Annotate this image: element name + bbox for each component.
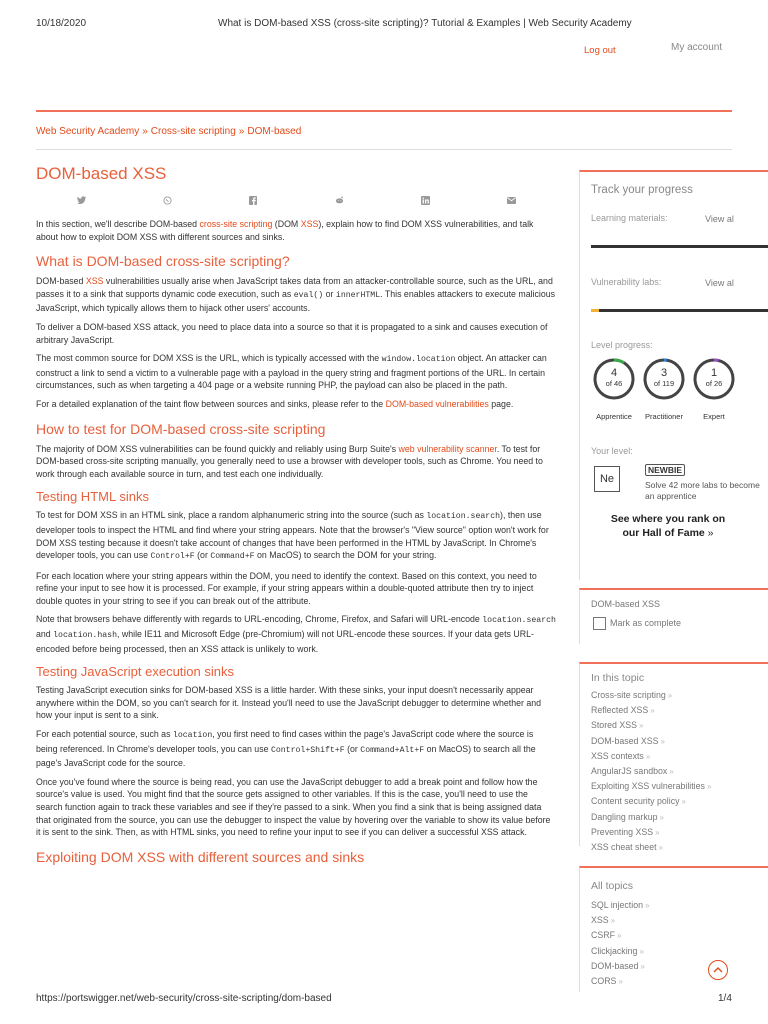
all-topic-label: CORS xyxy=(591,976,617,987)
code-innerhtml: innerHTML xyxy=(335,290,381,300)
breadcrumb-sep: » xyxy=(142,126,148,137)
level-hint: Solve 42 more labs to become an apprentice xyxy=(645,480,760,501)
chevron-right-icon: » xyxy=(669,767,674,777)
what-paragraph-2: To deliver a DOM-based XSS attack, you need to place data into a source so that it is propagated to a sink and causes execution of arbitrary JavaScript. xyxy=(36,321,548,345)
all-topic-link[interactable] xyxy=(591,944,649,959)
link-dom-based-vulnerabilities[interactable]: DOM-based vulnerabilities xyxy=(385,398,489,409)
code-eval: eval() xyxy=(293,290,324,300)
code-location-search: location.search xyxy=(426,512,501,522)
ring-apprentice-count: 4 xyxy=(610,367,618,379)
reddit-icon[interactable] xyxy=(333,196,347,207)
text: For a detailed explanation of the taint flow between sources and sinks, please refer to the xyxy=(36,398,386,409)
level-badge-text: Ne xyxy=(599,473,615,485)
page-title: DOM-based XSS xyxy=(36,164,167,183)
topic-link-label: AngularJS sandbox xyxy=(591,766,668,777)
heading-what-is: What is DOM-based cross-site scripting? xyxy=(36,253,290,270)
all-topic-link[interactable] xyxy=(591,898,649,913)
print-title: What is DOM-based XSS (cross-site scripting)? Tutorial & Examples | Web Security Academy xyxy=(218,18,632,29)
all-topic-link[interactable] xyxy=(591,913,649,928)
text: The majority of DOM XSS vulnerabilities can be found quickly and reliably using Burp Suite's xyxy=(36,443,399,454)
learning-progress-bar xyxy=(591,245,768,248)
topic-link-label: Preventing XSS xyxy=(591,826,654,837)
topic-link[interactable] xyxy=(591,779,711,794)
html-paragraph-2: For each location where your string appears within the DOM, you need to identify the context. Based on this context, you need to refine your input to see how it is processed. For example, if your string appears within a double-quoted attribute then try to inject double quotes in your string to see if you can break out of the attribute. xyxy=(36,570,537,606)
chevron-right-icon: » xyxy=(660,736,665,746)
labs-label: Vulnerability labs: xyxy=(591,277,662,287)
what-paragraph-4 xyxy=(36,398,556,411)
all-topic-label: Clickjacking xyxy=(591,945,638,956)
whatsapp-icon[interactable] xyxy=(160,196,174,207)
topic-link[interactable] xyxy=(591,794,711,809)
heading-testing-js-sinks: Testing JavaScript execution sinks xyxy=(36,664,234,680)
chevron-right-icon: » xyxy=(638,721,644,731)
topic-link-label: Reflected XSS xyxy=(591,705,649,716)
chevron-up-icon xyxy=(713,966,723,974)
topic-link[interactable] xyxy=(591,734,711,749)
ring-practitioner-label: Practitioner xyxy=(645,412,683,421)
link-xss[interactable]: XSS xyxy=(300,219,319,229)
all-topic-label: DOM-based xyxy=(591,960,639,971)
all-topic-link[interactable] xyxy=(591,974,649,989)
topic-link[interactable] xyxy=(591,810,711,825)
breadcrumb-xss[interactable]: Cross-site scripting xyxy=(150,126,236,137)
link-cross-site-scripting[interactable]: cross-site scripting xyxy=(199,219,273,229)
chevron-right-icon: » xyxy=(616,931,622,941)
hall-of-fame-text: See where you rank on our Hall of Fame xyxy=(610,513,726,539)
chevron-right-icon: » xyxy=(706,782,712,792)
topic-link-label: XSS contexts xyxy=(591,750,644,761)
text: page. xyxy=(488,398,514,409)
code-control-shift-f: Control+Shift+F xyxy=(270,745,345,755)
chevron-right-icon: » xyxy=(640,961,645,971)
chevron-right-icon: » xyxy=(610,916,616,926)
html-paragraph-1 xyxy=(36,509,556,563)
all-topics-list xyxy=(591,898,649,989)
text: object. An attacker can construct a link to send a victim to a vulnerable page with a payload in the query string and fragment portions of the URL. In certain circumstances, such as when targeting a 404 page or a website running PHP, the payload can also be placed in the path. xyxy=(36,353,547,391)
linkedin-icon[interactable] xyxy=(419,196,433,207)
text: In this section, we'll describe DOM-based xyxy=(36,219,200,229)
topic-link[interactable] xyxy=(591,749,711,764)
twitter-icon[interactable] xyxy=(74,196,88,207)
your-level-label: Your level: xyxy=(591,446,633,456)
topic-link[interactable] xyxy=(591,718,711,733)
share-bar xyxy=(74,196,519,207)
text: Note that browsers behave differently with regards to URL-encoding, Chrome, Firefox, and Safari will URL-encode xyxy=(36,614,483,625)
labs-progress-bar xyxy=(591,309,768,312)
text: and xyxy=(36,629,54,640)
in-this-topic-title: In this topic xyxy=(591,672,645,684)
chevron-right-icon: » xyxy=(659,812,664,822)
all-topics-title: All topics xyxy=(591,880,634,892)
text: . This enables attackers to execute malicious JavaScript, which typically allows them to hijack other users' accounts. xyxy=(36,288,556,314)
text: (or xyxy=(194,550,211,561)
breadcrumb-academy[interactable]: Web Security Academy xyxy=(36,126,140,137)
level-progress-label: Level progress: xyxy=(591,340,653,350)
ring-apprentice-label: Apprentice xyxy=(596,412,632,421)
topic-link-label: Content security policy xyxy=(591,796,680,807)
level-badge-icon xyxy=(594,466,620,492)
chevron-right-icon: » xyxy=(645,901,650,910)
topic-link[interactable] xyxy=(591,688,711,703)
chevron-right-icon: » xyxy=(667,691,673,700)
breadcrumb-dom-based[interactable]: DOM-based xyxy=(247,126,302,137)
facebook-icon[interactable] xyxy=(246,196,260,207)
ring-expert-label: Expert xyxy=(703,412,725,421)
heading-how-to-test: How to test for DOM-based cross-site scripting xyxy=(36,420,326,437)
text: , you first need to find cases within the page's JavaScript code where the source is being referenced. In Chrome's developer tools, you can use xyxy=(36,729,534,754)
breadcrumb-divider xyxy=(36,149,732,150)
ring-practitioner-text xyxy=(643,368,685,389)
level-name-badge: NEWBIE xyxy=(645,464,685,476)
all-topic-label: CSRF xyxy=(591,930,615,941)
intro-paragraph xyxy=(36,218,556,243)
code-location: location xyxy=(172,731,213,741)
chevron-right-icon: » xyxy=(655,827,660,837)
test-paragraph-1 xyxy=(36,443,556,481)
breadcrumb xyxy=(36,126,301,137)
learning-materials-label: Learning materials: xyxy=(591,213,668,223)
header-divider xyxy=(36,110,732,112)
html-paragraph-3 xyxy=(36,613,556,655)
code-control-f: Control+F xyxy=(150,552,195,562)
text: The most common source for DOM XSS is the URL, which is typically accessed with the xyxy=(36,353,382,364)
text: . To test for DOM-based cross-site scripting manually, you generally need to use a browser with developer tools, such as Chrome. You need to work through each available source in turn, and test each one individually. xyxy=(36,443,543,479)
labs-progress-fill xyxy=(591,309,599,312)
text: (DOM xyxy=(272,219,301,229)
chevron-right-icon: » xyxy=(618,977,623,987)
all-topic-label: XSS xyxy=(591,915,609,926)
ring-expert-text xyxy=(693,368,735,389)
code-command-alt-f: Command+Alt+F xyxy=(360,745,425,755)
ring-apprentice-total: of 46 xyxy=(605,379,623,388)
topic-link[interactable] xyxy=(591,703,711,718)
breadcrumb-sep: » xyxy=(238,126,245,137)
ring-practitioner-total: of 119 xyxy=(653,379,675,388)
topic-link[interactable] xyxy=(591,764,711,779)
chevron-right-icon: » xyxy=(645,751,651,761)
heading-testing-html-sinks: Testing HTML sinks xyxy=(36,489,149,505)
ring-practitioner-count: 3 xyxy=(660,367,668,379)
email-icon[interactable] xyxy=(505,196,519,207)
all-topic-link[interactable] xyxy=(591,959,649,974)
heading-exploiting: Exploiting DOM XSS with different sources and sinks xyxy=(36,848,365,865)
hall-of-fame-link[interactable] xyxy=(608,513,728,540)
text: , while IE11 and Microsoft Edge (pre-Chromium) will not URL-encode these sources. If your data gets URL-encoded before being processed, then an XSS attack is unlikely to work. xyxy=(36,629,534,654)
logout-link[interactable]: Log out xyxy=(584,45,616,56)
double-chevron-icon: » xyxy=(707,526,714,539)
topic-link-label: Stored XSS xyxy=(591,720,637,731)
chevron-right-icon: » xyxy=(681,797,686,807)
what-paragraph-1 xyxy=(36,275,556,315)
text: on MacOS) to search all the page's JavaScript code for the source. xyxy=(36,743,536,769)
text: vulnerabilities usually arise when JavaScript takes data from an attacker-controllable source, such as the URL, and passes it to a sink that supports dynamic code execution, such as xyxy=(36,276,553,299)
text: To test for DOM XSS in an HTML sink, place a random alphanumeric string into the source (such as xyxy=(36,510,427,521)
in-this-topic-list xyxy=(591,688,711,855)
text: ), explain how to find DOM XSS vulnerabilities, and talk about how to exploit DOM XSS with different sources and sinks. xyxy=(36,219,534,242)
mark-complete-checkbox[interactable] xyxy=(593,617,606,630)
what-paragraph-3 xyxy=(36,352,556,392)
text: or xyxy=(323,288,336,299)
topic-link-label: Dangling markup xyxy=(591,811,658,822)
ring-apprentice-text xyxy=(593,368,635,389)
link-web-vulnerability-scanner[interactable]: web vulnerability scanner xyxy=(398,443,497,454)
text: For each potential source, such as xyxy=(36,729,173,740)
js-paragraph-3: Once you've found where the source is being read, you can use the JavaScript debugger to add a break point and follow how the source's value is used. You might find that the source gets assigned to other variables. If this is the case, you'll need to use the search function again to track these variables and see if they're passed to a sink. When you find a sink that is being assigned data that originated from the source, you can use the debugger to inspect the value by hovering over the variable to show its value before it is sent to the sink. Then, as with HTML sinks, you need to refine your input to see if you can deliver a successful XSS attack. xyxy=(36,776,551,838)
chevron-right-icon: » xyxy=(658,843,663,853)
text: on MacOS) to search the DOM for your string. xyxy=(254,550,437,561)
chevron-right-icon: » xyxy=(639,946,644,956)
text: (or xyxy=(344,743,361,754)
text: ), then use developer tools to inspect the HTML and find where your string appears. Note that the browser's "View source" option won't work for DOM XSS testing because it doesn't take account of changes that have been performed in the HTML by JavaScript. In Chrome's developer tools, you can use xyxy=(36,510,549,561)
learning-view-all-link[interactable]: View al xyxy=(705,214,734,224)
all-topic-link[interactable] xyxy=(591,928,649,943)
code-location-search: location.search xyxy=(482,616,556,626)
code-command-f: Command+F xyxy=(210,552,255,562)
js-paragraph-1: Testing JavaScript execution sinks for DOM-based XSS is a little harder. With these sinks, your input doesn't necessarily appear anywhere within the DOM, so you can't search for it. Instead you'll need to use the JavaScript debugger to determine whether and how your input is sent to a sink. xyxy=(36,685,542,721)
mark-complete-label[interactable]: Mark as complete xyxy=(610,618,682,628)
topic-link-label: DOM-based XSS xyxy=(591,735,659,746)
all-topics-panel xyxy=(579,866,768,992)
topic-link-label: Cross-site scripting xyxy=(591,690,666,700)
ring-expert-total: of 26 xyxy=(705,379,723,388)
print-date: 10/18/2020 xyxy=(36,18,87,29)
topic-link-label: XSS cheat sheet xyxy=(591,842,657,853)
chevron-right-icon: » xyxy=(650,706,655,716)
print-url: https://portswigger.net/web-security/cross-site-scripting/dom-based xyxy=(36,993,332,1004)
print-page-number: 1/4 xyxy=(718,993,732,1004)
my-account-link[interactable]: My account xyxy=(671,42,723,53)
topic-link-label: Exploiting XSS vulnerabilities xyxy=(591,781,705,792)
text: DOM-based xyxy=(36,276,86,287)
progress-panel xyxy=(579,170,768,580)
topic-link[interactable] xyxy=(591,825,711,840)
article xyxy=(36,164,556,865)
topic-name: DOM-based XSS xyxy=(591,599,661,609)
code-location-hash: location.hash xyxy=(53,631,117,641)
labs-view-all-link[interactable]: View al xyxy=(705,278,734,288)
mark-complete-panel xyxy=(579,588,768,644)
in-this-topic-panel xyxy=(579,662,768,853)
scroll-to-top-button[interactable] xyxy=(708,960,728,980)
js-paragraph-2 xyxy=(36,728,556,770)
all-topic-label: SQL injection xyxy=(591,900,643,910)
code-window-location: window.location xyxy=(381,355,456,365)
track-progress-title: Track your progress xyxy=(591,184,693,196)
link-xss[interactable]: XSS xyxy=(85,276,104,287)
topic-link[interactable] xyxy=(591,840,711,855)
ring-expert-count: 1 xyxy=(710,367,718,379)
